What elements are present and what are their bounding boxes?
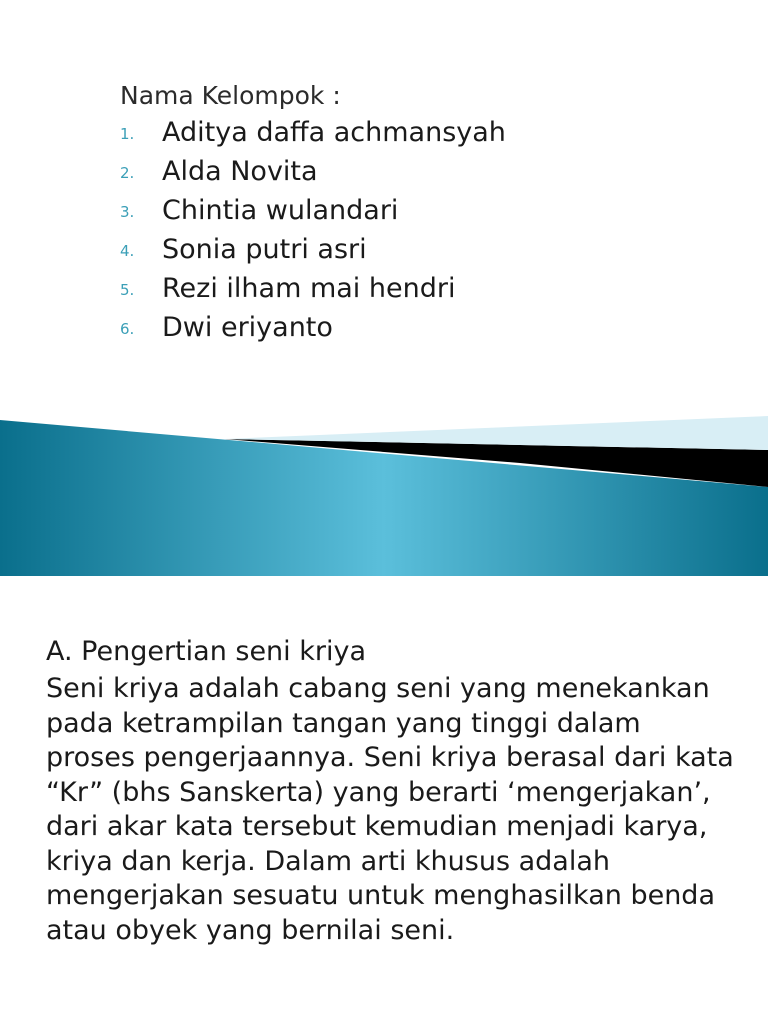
member-name: Sonia putri asri [162, 234, 367, 265]
slide-divider-band [0, 410, 768, 580]
list-number: 6. [120, 320, 135, 338]
list-number: 5. [120, 281, 135, 299]
member-name: Aditya daffa achmansyah [162, 117, 506, 148]
list-number: 3. [120, 203, 135, 221]
member-name: Dwi eriyanto [162, 312, 333, 343]
member-name: Alda Novita [162, 156, 318, 187]
slide-group-members [0, 0, 768, 420]
list-number: 4. [120, 242, 135, 260]
member-name: Rezi ilham mai hendri [162, 273, 456, 304]
section-title: A. Pengertian seni kriya [46, 636, 367, 667]
section-body: Seni kriya adalah cabang seni yang menekankan pada ketrampilan tangan yang tinggi dalam proses pengerjaannya. Seni kriya berasal dari kata “Kr” (bhs Sanskerta) yang berarti ‘mengerjakan’, dari akar kata tersebut kemudian menjadi karya, kriya dan kerja. Dalam arti khusus adalah mengerjakan sesuatu untuk menghasilkan benda atau obyek yang bernilai seni. [46, 673, 734, 946]
list-number: 1. [120, 125, 135, 143]
member-name: Chintia wulandari [162, 195, 399, 226]
group-heading: Nama Kelompok : [120, 81, 341, 110]
list-number: 2. [120, 164, 135, 182]
